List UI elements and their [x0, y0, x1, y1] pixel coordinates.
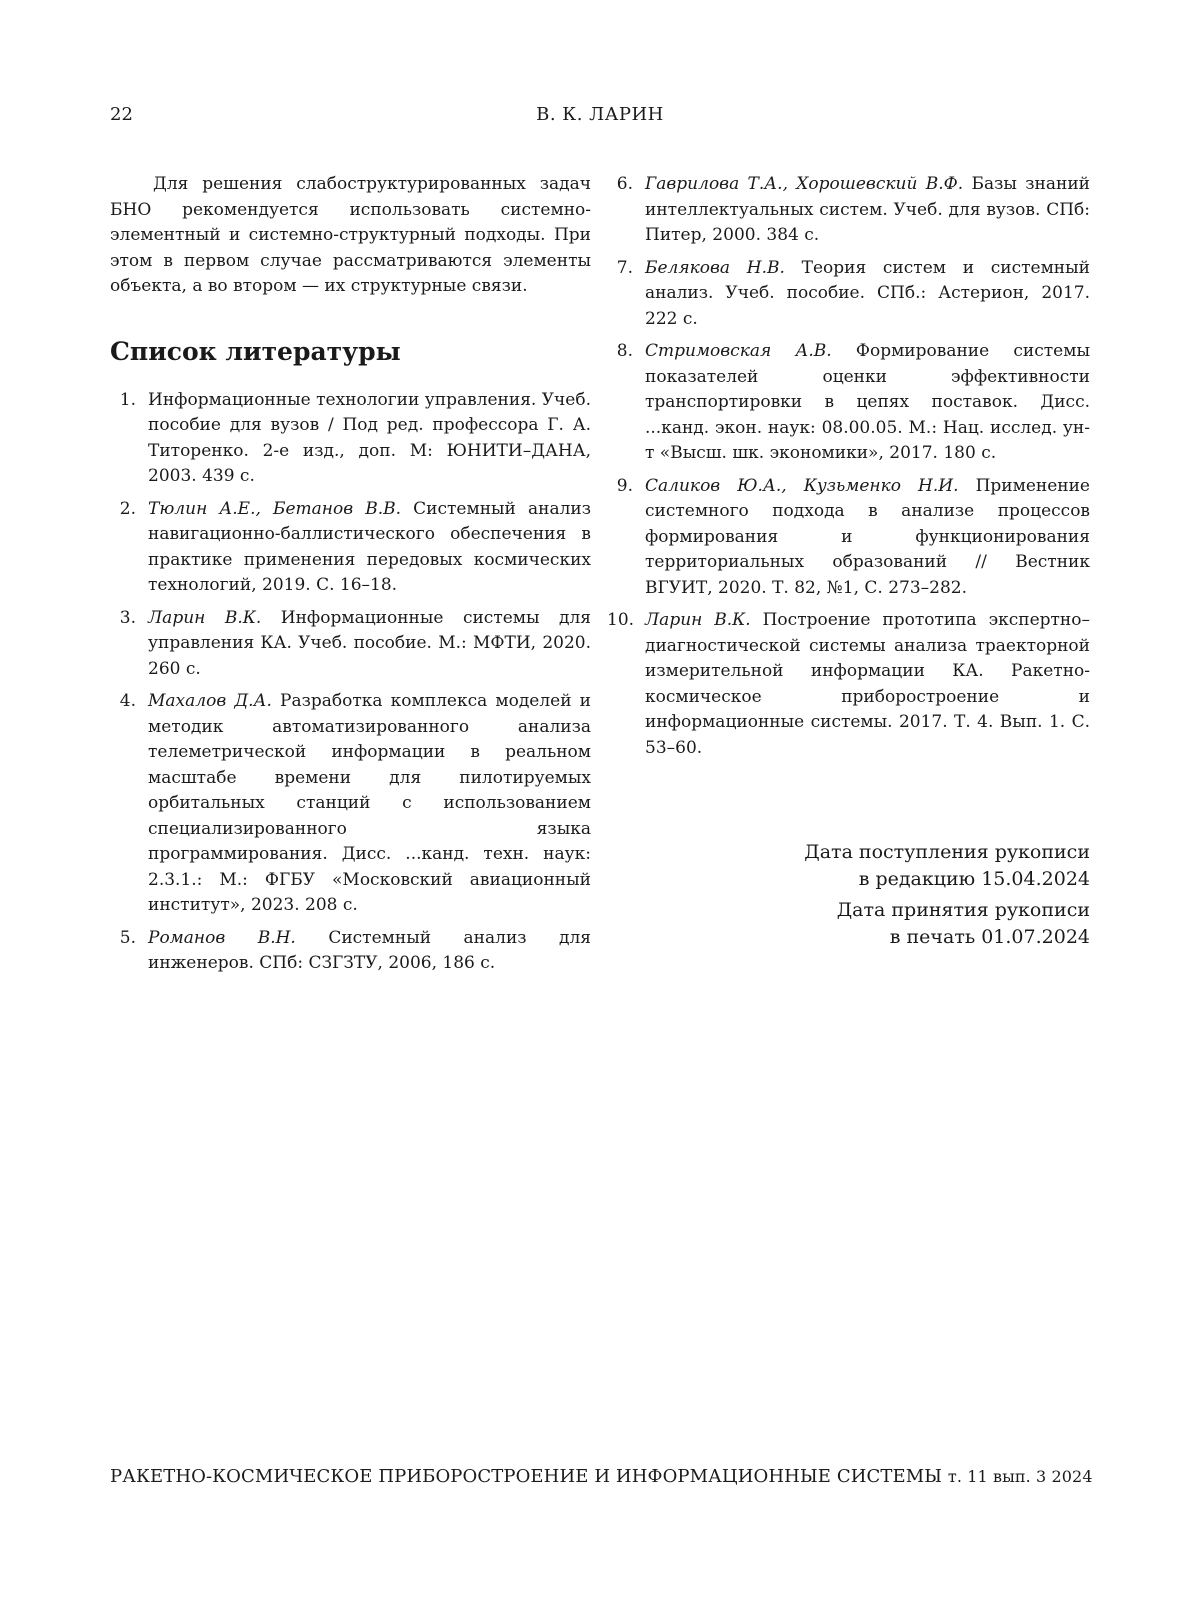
reference-number: 9. — [616, 475, 633, 496]
reference-item — [607, 608, 1090, 761]
reference-text: Базы знаний интеллектуальных систем. Учеб. для вузов. СПб: Питер, 2000. 384 с. — [645, 174, 1090, 245]
reference-number: 3. — [119, 607, 136, 628]
received-label: Дата поступления рукописи — [804, 841, 1090, 863]
reference-item — [607, 474, 1090, 602]
reference-number: 10. — [607, 610, 635, 630]
left-column — [110, 172, 591, 984]
reference-text: Информационные технологии управления. Учеб. пособие для вузов / Под ред. профессора Г. А. Титоренко. 2-е изд., доп. М: ЮНИТИ–ДАНА, 2003. 439 с. — [148, 389, 591, 486]
reference-authors: Ларин В.К. — [148, 607, 262, 628]
reference-text: Формирование системы показателей оценки эффективности транспортировки в цепях поставок. Дисс. ...канд. экон. наук: 08.00.05. М.: Нац. исслед. ун-т «Высш. шк. экономики», 2017. 180 с. — [645, 341, 1090, 463]
reference-item — [110, 497, 591, 599]
running-head — [110, 104, 1090, 132]
reference-item — [607, 339, 1090, 467]
reference-authors: Белякова Н.В. — [645, 257, 785, 278]
reference-item — [607, 172, 1090, 249]
accepted-label: Дата принятия рукописи — [836, 899, 1090, 921]
reference-authors: Махалов Д.А. — [148, 691, 272, 711]
journal-name: РАКЕТНО-КОСМИЧЕСКОЕ ПРИБОРОСТРОЕНИЕ И ИНФОРМАЦИОННЫЕ СИСТЕМЫ — [110, 1466, 943, 1487]
received-date: в редакцию 15.04.2024 — [858, 868, 1090, 890]
reference-number: 7. — [616, 257, 633, 278]
reference-text: Теория систем и системный анализ. Учеб. пособие. СПб.: Астерион, 2017. 222 с. — [645, 257, 1090, 329]
reference-text: Информационные системы для управления КА. Учеб. пособие. М.: МФТИ, 2020. 260 с. — [148, 607, 592, 679]
reference-text: Системный анализ навигационно-баллистического обеспечения в практике применения передовых космических технологий, 2019. С. 16–18. — [148, 498, 591, 595]
reference-list-right — [607, 172, 1090, 761]
reference-text: Применение системного подхода в анализе процессов формирования и функционирования территориальных образований // Вестник ВГУИТ, 2020. Т. 82, №1, С. 273–282. — [645, 475, 1090, 598]
reference-number: 5. — [119, 927, 136, 948]
reference-text: Разработка комплекса моделей и методик автоматизированного анализа телеметрической информации в реальном масштабе времени для пилотируемых орбитальных станций с использованием специализированного языка программирования. Дисс. ...канд. техн. наук: 2.3.1.: М.: ФГБУ «Московский авиационный институт», 2023. 208 с. — [148, 691, 592, 915]
right-column — [607, 172, 1090, 951]
reference-number: 6. — [616, 174, 633, 194]
reference-list-left — [110, 388, 591, 977]
reference-number: 4. — [119, 691, 136, 711]
reference-item — [110, 388, 591, 490]
journal-footer — [110, 1466, 1093, 1487]
reference-authors: Ларин В.К. — [645, 610, 751, 630]
reference-authors: Саликов Ю.А., Кузьменко Н.И. — [645, 475, 959, 496]
reference-authors: Тюлин А.Е., Бетанов В.В. — [148, 498, 402, 519]
reference-text: Построение прототипа экспертно–диагностической системы анализа траекторной измерительной информации КА. Ракетно-космическое приборостроение и информационные системы. 2017. Т. 4. Вып. 1. С. 53–60. — [645, 610, 1090, 758]
reference-item — [110, 606, 591, 683]
reference-item — [110, 926, 591, 977]
accepted-date: в печать 01.07.2024 — [889, 926, 1090, 948]
reference-authors: Стримовская А.В. — [645, 341, 832, 361]
running-head-author: В. К. ЛАРИН — [536, 104, 664, 125]
reference-number: 8. — [616, 341, 633, 361]
reference-item — [110, 689, 591, 919]
manuscript-dates — [607, 839, 1090, 951]
reference-authors: Гаврилова Т.А., Хорошевский В.Ф. — [645, 174, 964, 194]
journal-issue: т. 11 вып. 3 2024 — [947, 1467, 1093, 1486]
reference-number: 1. — [119, 389, 136, 410]
reference-authors: Романов В.Н. — [148, 927, 296, 948]
reference-number: 2. — [119, 498, 136, 519]
references-heading: Список литературы — [110, 336, 401, 366]
page-number: 22 — [110, 104, 133, 125]
reference-item — [607, 256, 1090, 333]
intro-paragraph: Для решения слабоструктурированных задач БНО рекомендуется использовать системно-элементный и системно-структурный подходы. При этом в первом случае рассматриваются элементы объекта, а во втором — их структурные связи. — [110, 174, 591, 296]
reference-text: Системный анализ для инженеров. СПб: СЗГЗТУ, 2006, 186 с. — [148, 927, 592, 973]
